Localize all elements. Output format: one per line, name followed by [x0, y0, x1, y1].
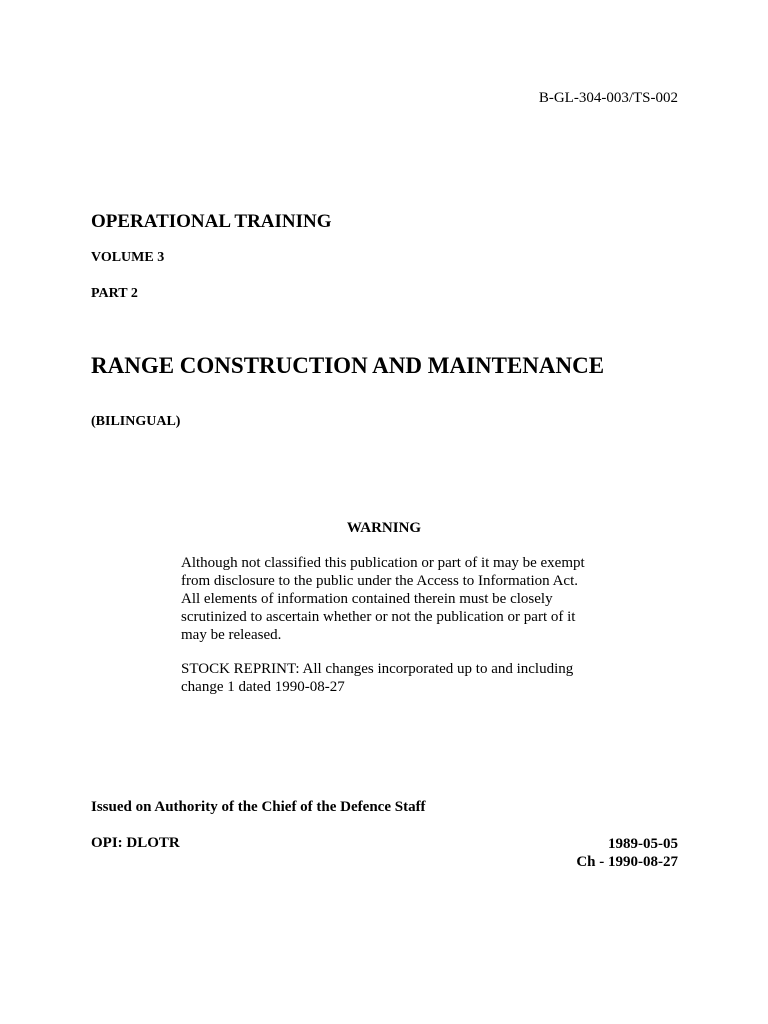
- stock-reprint-paragraph: [181, 660, 601, 696]
- language-label: (BILINGUAL): [91, 414, 181, 429]
- warning-line: from disclosure to the public under the Access to Information Act.: [181, 573, 578, 589]
- warning-line: Although not classified this publication or part of it may be exempt: [181, 555, 585, 571]
- document-number: B-GL-304-003/TS-002: [538, 90, 678, 106]
- issuing-authority: Issued on Authority of the Chief of the Defence Staff: [91, 799, 426, 815]
- warning-line: scrutinized to ascertain whether or not the publication or part of it: [181, 609, 576, 625]
- volume-label: VOLUME 3: [91, 250, 165, 265]
- part-label: PART 2: [91, 286, 138, 301]
- subject-title: RANGE CONSTRUCTION AND MAINTENANCE: [91, 353, 605, 378]
- main-title: OPERATIONAL TRAINING: [91, 211, 332, 232]
- stock-reprint-line: change 1 dated 1990-08-27: [181, 679, 345, 695]
- warning-line: may be released.: [181, 627, 282, 643]
- publication-dates: [576, 835, 678, 871]
- warning-line: All elements of information contained therein must be closely: [181, 591, 553, 607]
- warning-heading: WARNING: [346, 520, 422, 536]
- stock-reprint-line: STOCK REPRINT: All changes incorporated up to and including: [181, 661, 574, 677]
- opi-label: OPI: DLOTR: [91, 835, 180, 851]
- issue-date: 1989-05-05: [608, 836, 678, 852]
- warning-paragraph: [181, 554, 601, 644]
- change-date: Ch - 1990-08-27: [576, 854, 678, 870]
